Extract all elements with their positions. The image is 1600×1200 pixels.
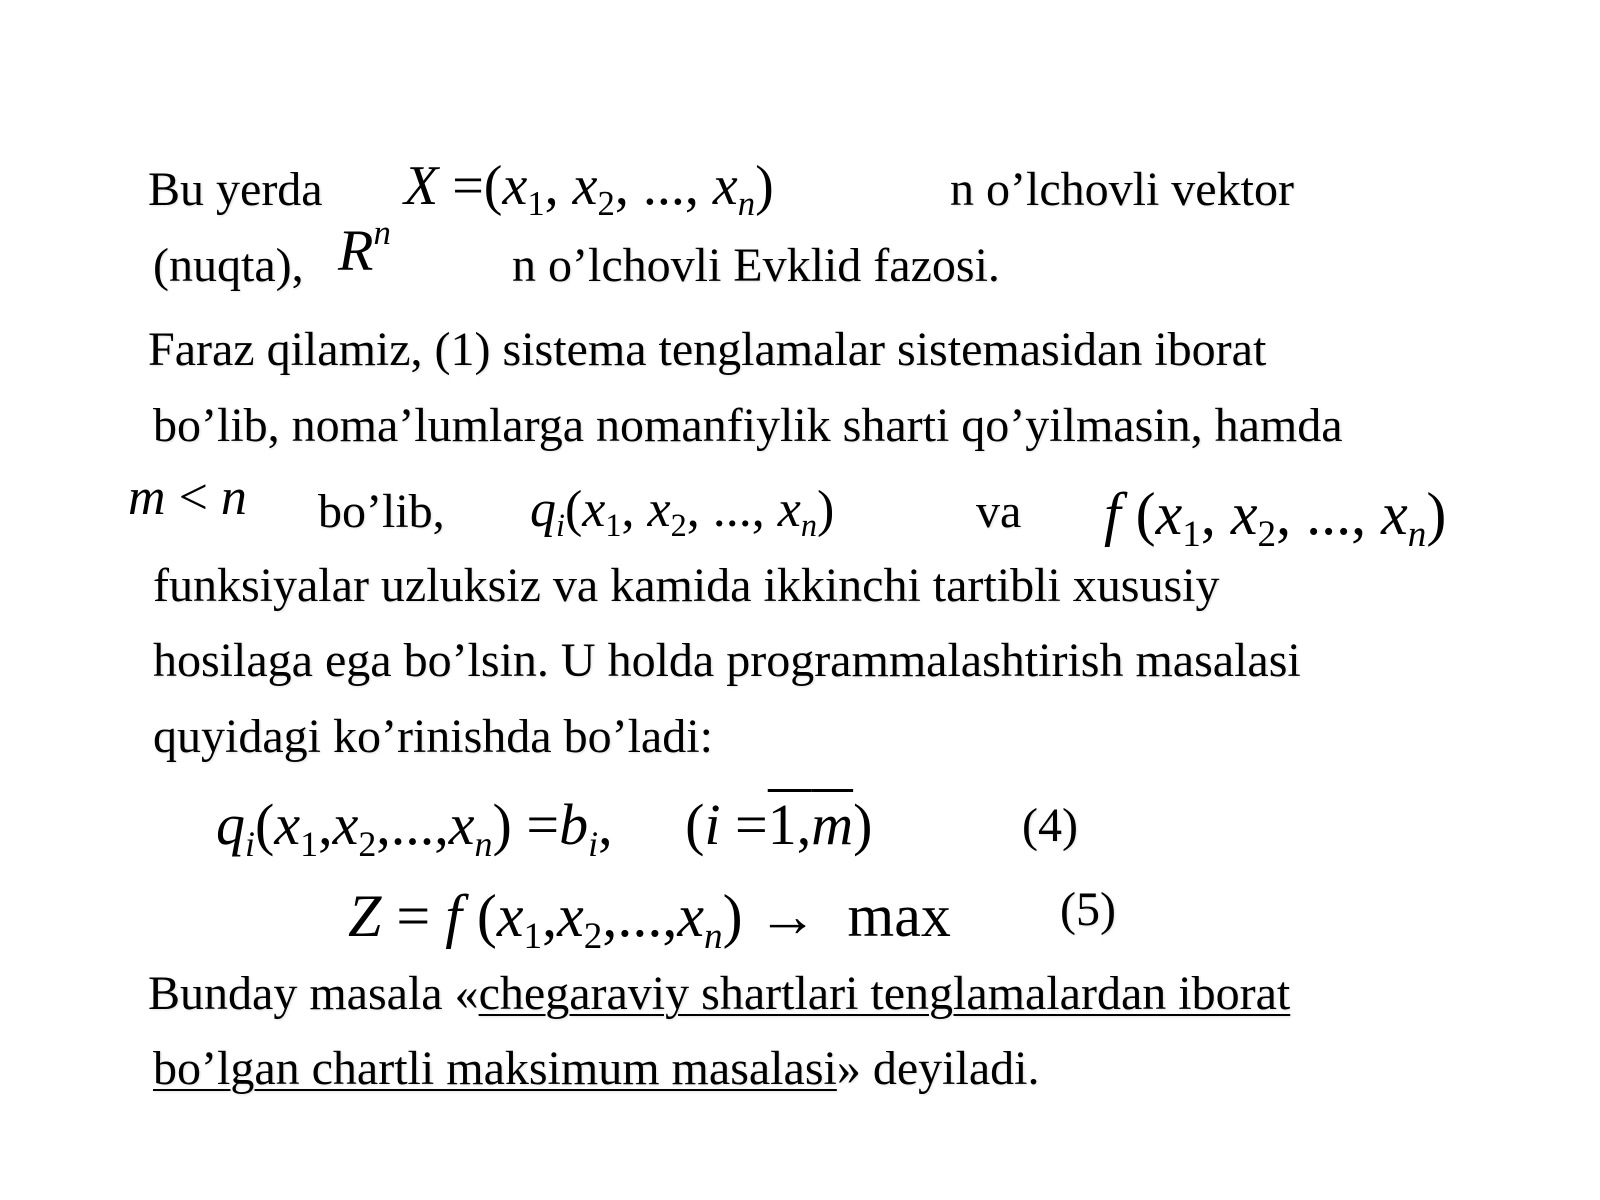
text-line-3: Faraz qilamiz, (1) sistema tenglamalar sistemasidan iborat — [148, 323, 1267, 376]
text-line-2b: n o’lchovli Evklid fazosi. — [512, 239, 1000, 292]
text-line-10-suffix: » deyiladi. — [836, 1042, 1040, 1095]
text-line-5b: va — [976, 485, 1022, 538]
equation-5-number: (5) — [1060, 883, 1116, 936]
text-line-2a: (nuqta), — [153, 239, 304, 292]
text-line-5a: bo’lib, — [318, 485, 445, 538]
formula-m-less-n: m < n — [128, 469, 247, 526]
equation-4-number: (4) — [1022, 799, 1078, 852]
text-line-10 — [153, 1042, 1040, 1095]
formula-rn: $R^n$ — [338, 212, 391, 283]
text-line-1b: n o’lchovli vektor — [950, 163, 1294, 216]
text-line-4: bo’lib, noma’lumlarga nomanfiylik sharti qo’yilmasin, hamda — [153, 399, 1343, 452]
text-line-9-prefix: Bunday masala « — [148, 967, 479, 1020]
formula-f: f (x1, x2, ..., xn) — [1104, 481, 1447, 555]
term-underlined-2: bo’lgan chartli maksimum masalasi — [153, 1042, 837, 1095]
text-line-7: hosilaga ega bo’lsin. U holda programmalashtirish masalasi — [153, 634, 1301, 687]
equation-4: qi(x1,x2,...,xn) =bi, (i =1,m) — [216, 792, 873, 864]
text-line-8: quyidagi ko’rinishda bo’ladi: — [153, 710, 713, 763]
formula-vector-x: X =(x1, x2, ..., xn) — [404, 155, 774, 224]
term-underlined-1: chegaraviy shartlari tenglamalardan iborat — [478, 967, 1291, 1020]
text-line-9 — [148, 967, 1291, 1020]
text-line-6: funksiyalar uzluksiz va kamida ikkinchi tartibli xususiy — [153, 559, 1220, 612]
text-line-1a: Bu yerda — [148, 163, 323, 216]
equation-5: Z = f (x1,x2,...,xn) → max — [348, 883, 951, 957]
formula-q-i: qi(x1, x2, ..., xn) — [530, 481, 835, 544]
